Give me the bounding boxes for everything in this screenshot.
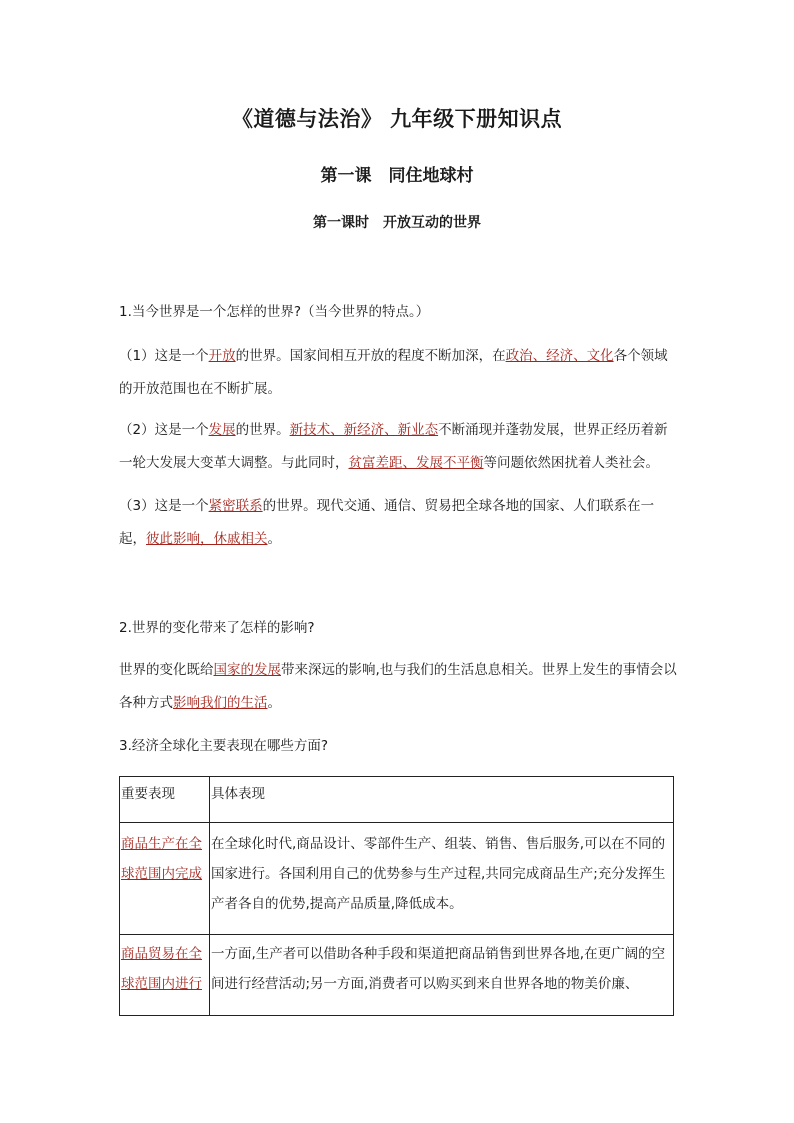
lesson-title: 第一课 同住地球村 [320, 166, 474, 186]
key-term: 新技术、新经济、新业态 [289, 422, 439, 438]
table-cell-key: 商品生产在全球范围内完成 [120, 823, 210, 935]
section-title: 第一课时 开放互动的世界 [313, 215, 481, 231]
text: 的世界。现代交通、通信、贸易把全球各地的国家、人们联系在一起， [119, 498, 655, 547]
text: 的世界。国家间相互开放的程度不断加深，在 [235, 348, 506, 364]
key-term: 发展 [208, 422, 236, 438]
table-cell-detail: 在全球化时代,商品设计、零部件生产、组装、销售、售后服务,可以在不同的国家进行。各国利用自己的优势参与生产过程,共同完成商品生产;充分发挥生产者各自的优势,提高产品质量,降低成本。 [210, 823, 674, 935]
text: 世界的变化既给 [119, 662, 214, 678]
text: 的世界。 [235, 422, 290, 438]
answer-1-2 [119, 414, 679, 480]
table-header: 具体表现 [210, 777, 674, 823]
text: （2）这是一个 [119, 422, 209, 438]
text: 。 [267, 531, 281, 547]
text: （3）这是一个 [119, 498, 209, 514]
table-header-row [120, 777, 674, 823]
answer-1-1 [119, 340, 679, 406]
text: （1）这是一个 [119, 348, 209, 364]
key-term: 贫富差距、发展不平衡 [348, 455, 484, 471]
text: 等问题依然困扰着人类社会。 [483, 455, 659, 471]
table-cell-key: 商品贸易在全球范围内进行 [120, 935, 210, 1016]
globalization-table [119, 776, 674, 1016]
table-row [120, 935, 674, 1016]
text: 各个领域的开放范围也在不断扩展。 [119, 348, 668, 397]
text: 不断涌现并蓬勃发展，世界正经历着新一轮大发展大变革大调整。与此同时， [119, 422, 668, 471]
key-term: 政治、经济、文化 [505, 348, 614, 364]
question-1: 1.当今世界是一个怎样的世界?（当今世界的特点。） [119, 304, 430, 320]
key-term: 彼此影响，休戚相关 [146, 531, 268, 547]
document-title: 《道德与法治》 九年级下册知识点 [231, 107, 563, 131]
key-term: 紧密联系 [208, 498, 263, 514]
text: 带来深远的影响,也与我们的生活息息相关。世界上发生的事情会以各种方式 [119, 662, 677, 711]
key-term: 国家的发展 [213, 662, 281, 678]
question-3: 3.经济全球化主要表现在哪些方面? [119, 738, 329, 754]
key-term: 影响我们的生活 [173, 695, 268, 711]
answer-1-3 [119, 490, 679, 556]
table-row [120, 823, 674, 935]
table-cell-detail: 一方面,生产者可以借助各种手段和渠道把商品销售到世界各地,在更广阔的空间进行经营活动;另一方面,消费者可以购买到来自世界各地的物美价廉、 [210, 935, 674, 1016]
key-term: 开放 [208, 348, 236, 364]
answer-2 [119, 654, 679, 720]
table-header: 重要表现 [120, 777, 210, 823]
question-2: 2.世界的变化带来了怎样的影响? [119, 620, 315, 636]
text: 。 [267, 695, 281, 711]
